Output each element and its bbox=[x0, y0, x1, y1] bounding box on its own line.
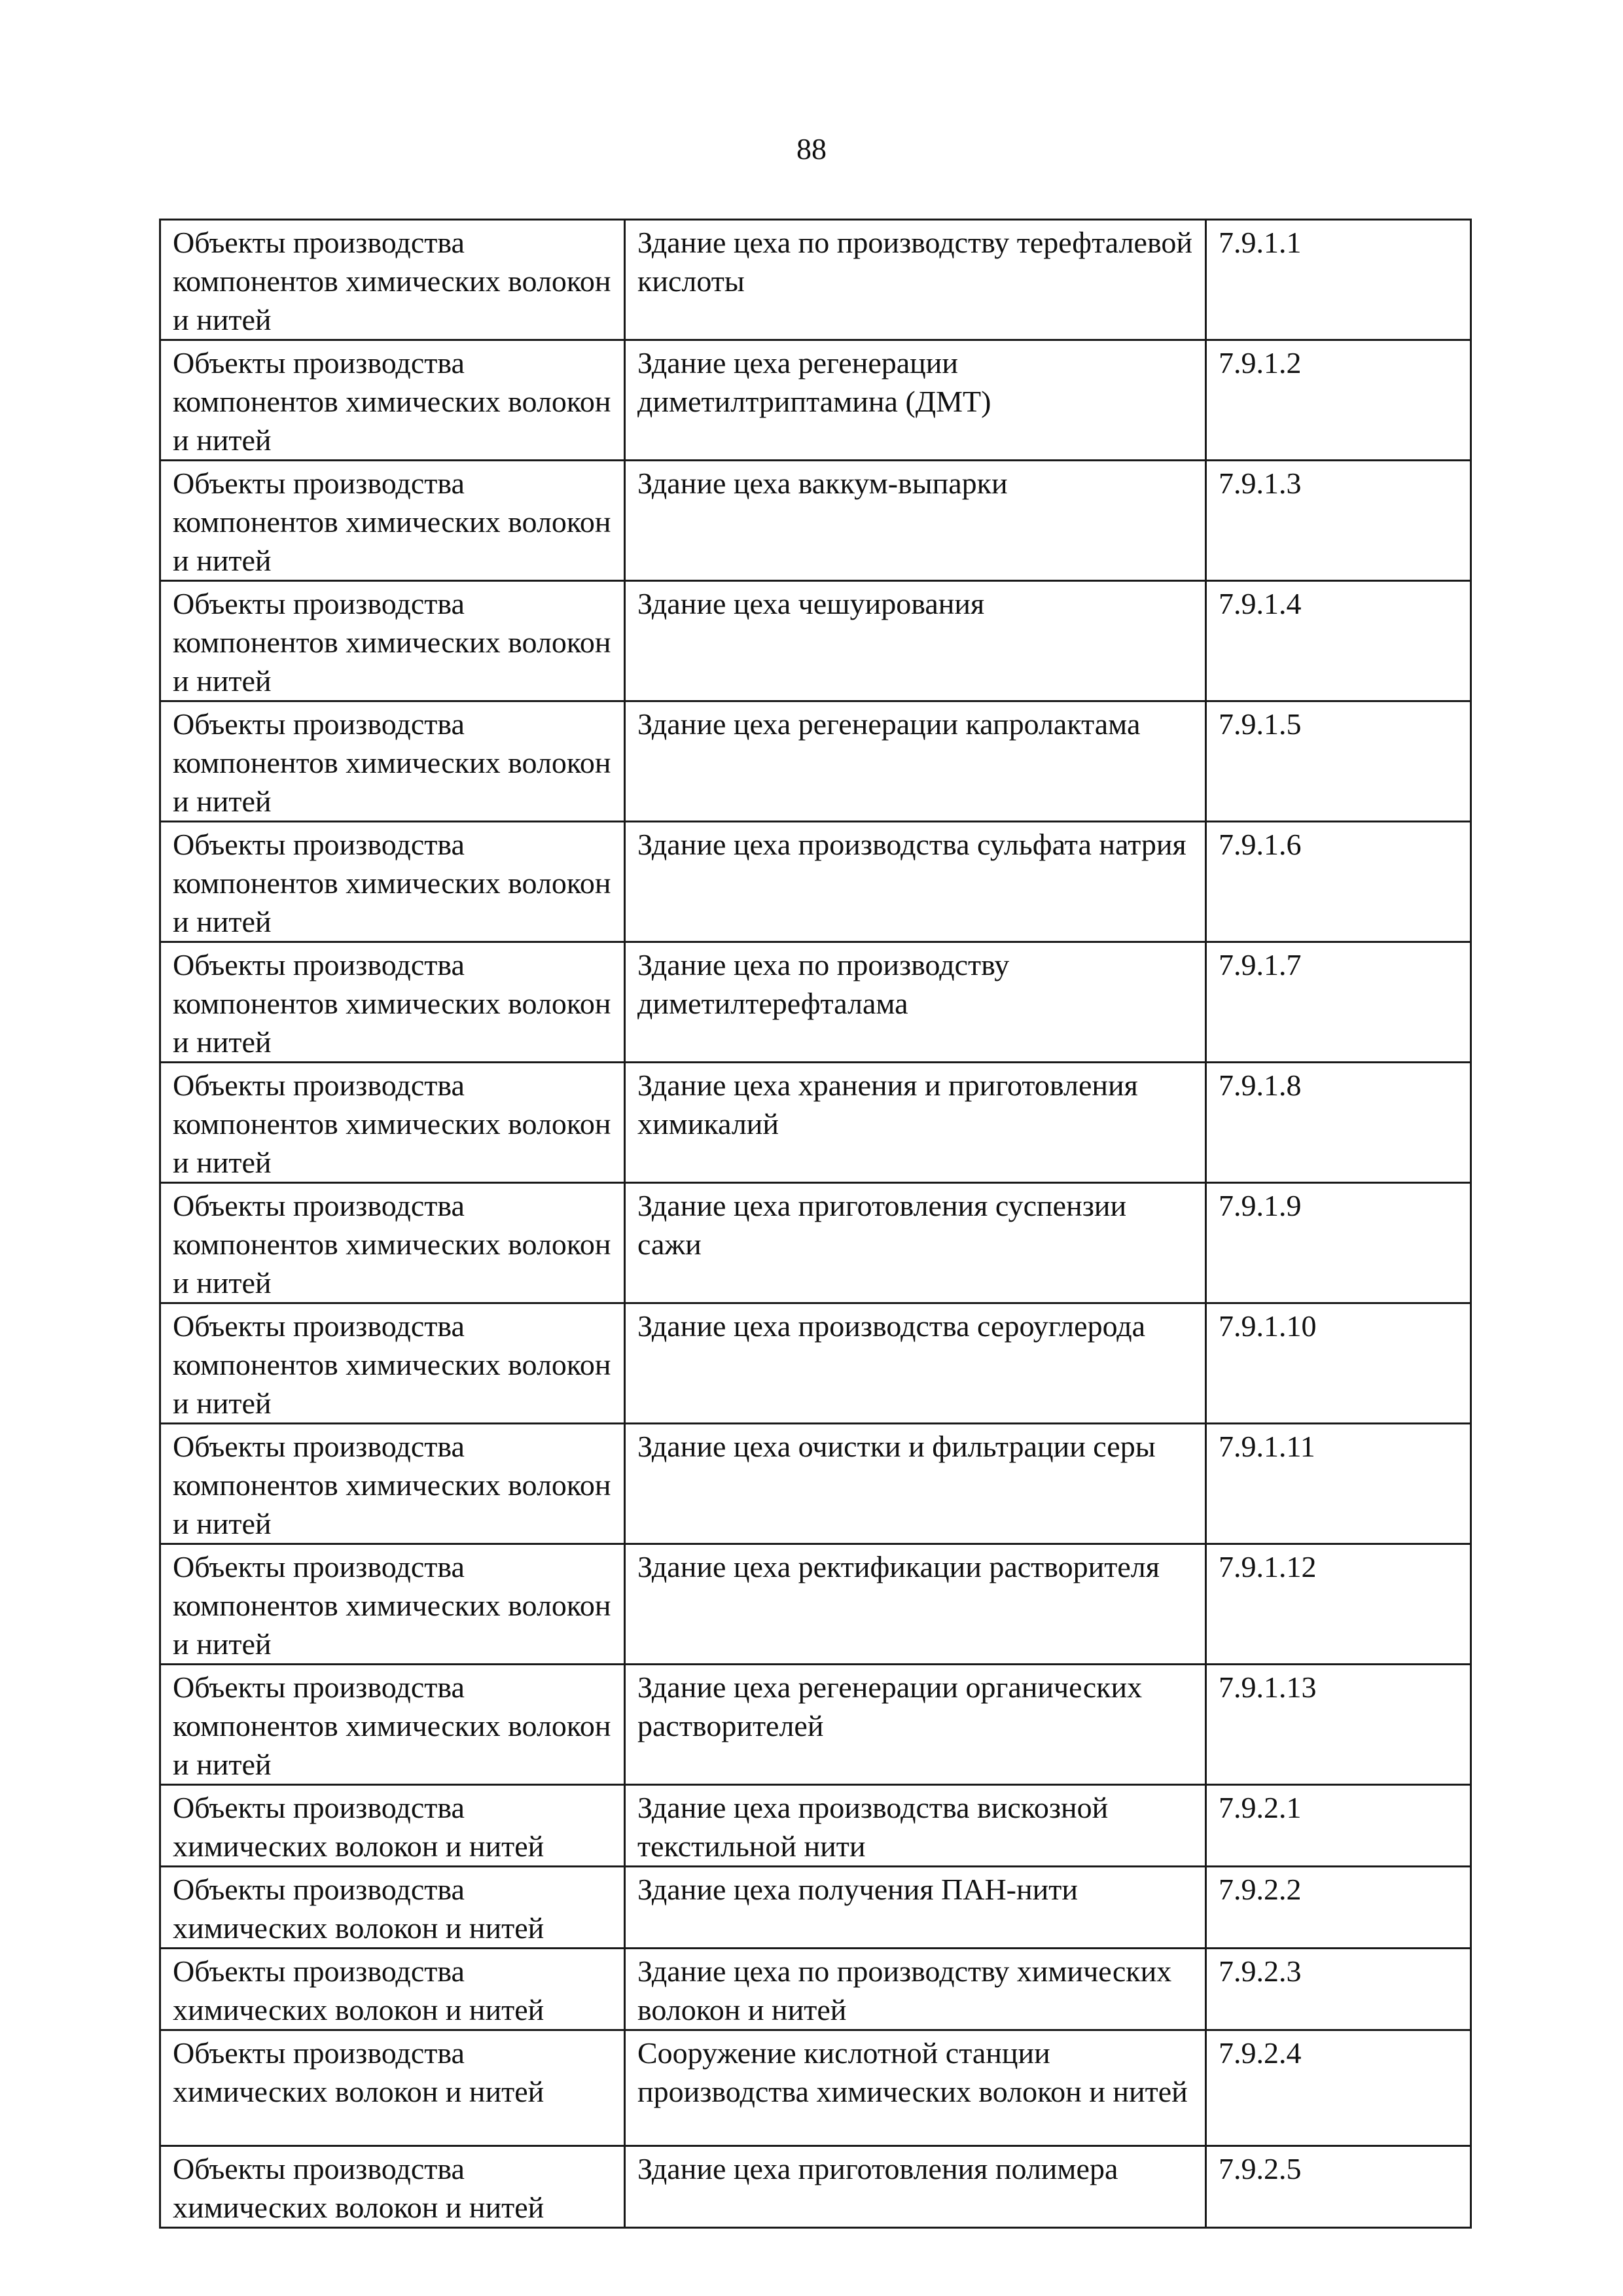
object-type-cell: Объекты производства компонентов химических волокон и нитей bbox=[160, 1063, 625, 1183]
code-cell: 7.9.2.4 bbox=[1206, 2030, 1471, 2146]
table-row bbox=[160, 1867, 1471, 1949]
building-cell: Здание цеха чешуирования bbox=[625, 581, 1206, 701]
building-cell: Здание цеха производства сульфата натрия bbox=[625, 822, 1206, 942]
building-cell: Здание цеха по производству терефталевой кислоты bbox=[625, 220, 1206, 340]
building-cell: Здание цеха регенерации диметилтриптамина (ДМТ) bbox=[625, 340, 1206, 461]
table-row bbox=[160, 461, 1471, 581]
code-cell: 7.9.1.11 bbox=[1206, 1424, 1471, 1544]
building-cell: Здание цеха производства вискозной текстильной нити bbox=[625, 1785, 1206, 1867]
object-type-cell: Объекты производства компонентов химических волокон и нитей bbox=[160, 340, 625, 461]
object-type-cell: Объекты производства компонентов химических волокон и нитей bbox=[160, 822, 625, 942]
building-cell: Здание цеха хранения и приготовления химикалий bbox=[625, 1063, 1206, 1183]
object-type-cell: Объекты производства химических волокон и нитей bbox=[160, 1867, 625, 1949]
building-cell: Здание цеха по производству диметилтерефталама bbox=[625, 942, 1206, 1063]
objects-table bbox=[159, 219, 1472, 2229]
code-cell: 7.9.1.6 bbox=[1206, 822, 1471, 942]
table-row bbox=[160, 1303, 1471, 1424]
table-row bbox=[160, 1785, 1471, 1867]
code-cell: 7.9.2.1 bbox=[1206, 1785, 1471, 1867]
object-type-cell: Объекты производства компонентов химических волокон и нитей bbox=[160, 1183, 625, 1303]
code-cell: 7.9.1.4 bbox=[1206, 581, 1471, 701]
table-row bbox=[160, 822, 1471, 942]
table-row bbox=[160, 1949, 1471, 2030]
object-type-cell: Объекты производства компонентов химических волокон и нитей bbox=[160, 1544, 625, 1665]
table-row bbox=[160, 1063, 1471, 1183]
code-cell: 7.9.1.9 bbox=[1206, 1183, 1471, 1303]
table-row bbox=[160, 2030, 1471, 2146]
object-type-cell: Объекты производства компонентов химических волокон и нитей bbox=[160, 461, 625, 581]
object-type-cell: Объекты производства химических волокон и нитей bbox=[160, 1785, 625, 1867]
table-row bbox=[160, 1424, 1471, 1544]
building-cell: Здание цеха регенерации органических растворителей bbox=[625, 1665, 1206, 1785]
table-row bbox=[160, 340, 1471, 461]
page-number: 88 bbox=[796, 132, 827, 166]
building-cell: Здание цеха очистки и фильтрации серы bbox=[625, 1424, 1206, 1544]
object-type-cell: Объекты производства химических волокон и нитей bbox=[160, 1949, 625, 2030]
object-type-cell: Объекты производства химических волокон и нитей bbox=[160, 2030, 625, 2146]
table-row bbox=[160, 581, 1471, 701]
code-cell: 7.9.1.2 bbox=[1206, 340, 1471, 461]
building-cell: Здание цеха ректификации растворителя bbox=[625, 1544, 1206, 1665]
building-cell: Здание цеха приготовления суспензии сажи bbox=[625, 1183, 1206, 1303]
table-row bbox=[160, 942, 1471, 1063]
code-cell: 7.9.1.3 bbox=[1206, 461, 1471, 581]
table-row bbox=[160, 1665, 1471, 1785]
building-cell: Здание цеха получения ПАН-нити bbox=[625, 1867, 1206, 1949]
table-row bbox=[160, 1183, 1471, 1303]
code-cell: 7.9.1.8 bbox=[1206, 1063, 1471, 1183]
table-row bbox=[160, 220, 1471, 340]
building-cell: Здание цеха ваккум-выпарки bbox=[625, 461, 1206, 581]
table-row bbox=[160, 701, 1471, 822]
code-cell: 7.9.1.7 bbox=[1206, 942, 1471, 1063]
building-cell: Сооружение кислотной станции производства химических волокон и нитей bbox=[625, 2030, 1206, 2146]
code-cell: 7.9.1.13 bbox=[1206, 1665, 1471, 1785]
object-type-cell: Объекты производства компонентов химических волокон и нитей bbox=[160, 701, 625, 822]
object-type-cell: Объекты производства компонентов химических волокон и нитей bbox=[160, 1303, 625, 1424]
table-row bbox=[160, 1544, 1471, 1665]
code-cell: 7.9.2.5 bbox=[1206, 2146, 1471, 2228]
object-type-cell: Объекты производства химических волокон и нитей bbox=[160, 2146, 625, 2228]
code-cell: 7.9.1.5 bbox=[1206, 701, 1471, 822]
object-type-cell: Объекты производства компонентов химических волокон и нитей bbox=[160, 581, 625, 701]
code-cell: 7.9.2.2 bbox=[1206, 1867, 1471, 1949]
building-cell: Здание цеха по производству химических волокон и нитей bbox=[625, 1949, 1206, 2030]
code-cell: 7.9.1.1 bbox=[1206, 220, 1471, 340]
building-cell: Здание цеха регенерации капролактама bbox=[625, 701, 1206, 822]
code-cell: 7.9.2.3 bbox=[1206, 1949, 1471, 2030]
building-cell: Здание цеха приготовления полимера bbox=[625, 2146, 1206, 2228]
code-cell: 7.9.1.12 bbox=[1206, 1544, 1471, 1665]
object-type-cell: Объекты производства компонентов химических волокон и нитей bbox=[160, 1424, 625, 1544]
object-type-cell: Объекты производства компонентов химических волокон и нитей bbox=[160, 942, 625, 1063]
object-type-cell: Объекты производства компонентов химических волокон и нитей bbox=[160, 1665, 625, 1785]
building-cell: Здание цеха производства сероуглерода bbox=[625, 1303, 1206, 1424]
code-cell: 7.9.1.10 bbox=[1206, 1303, 1471, 1424]
table-row bbox=[160, 2146, 1471, 2228]
object-type-cell: Объекты производства компонентов химических волокон и нитей bbox=[160, 220, 625, 340]
